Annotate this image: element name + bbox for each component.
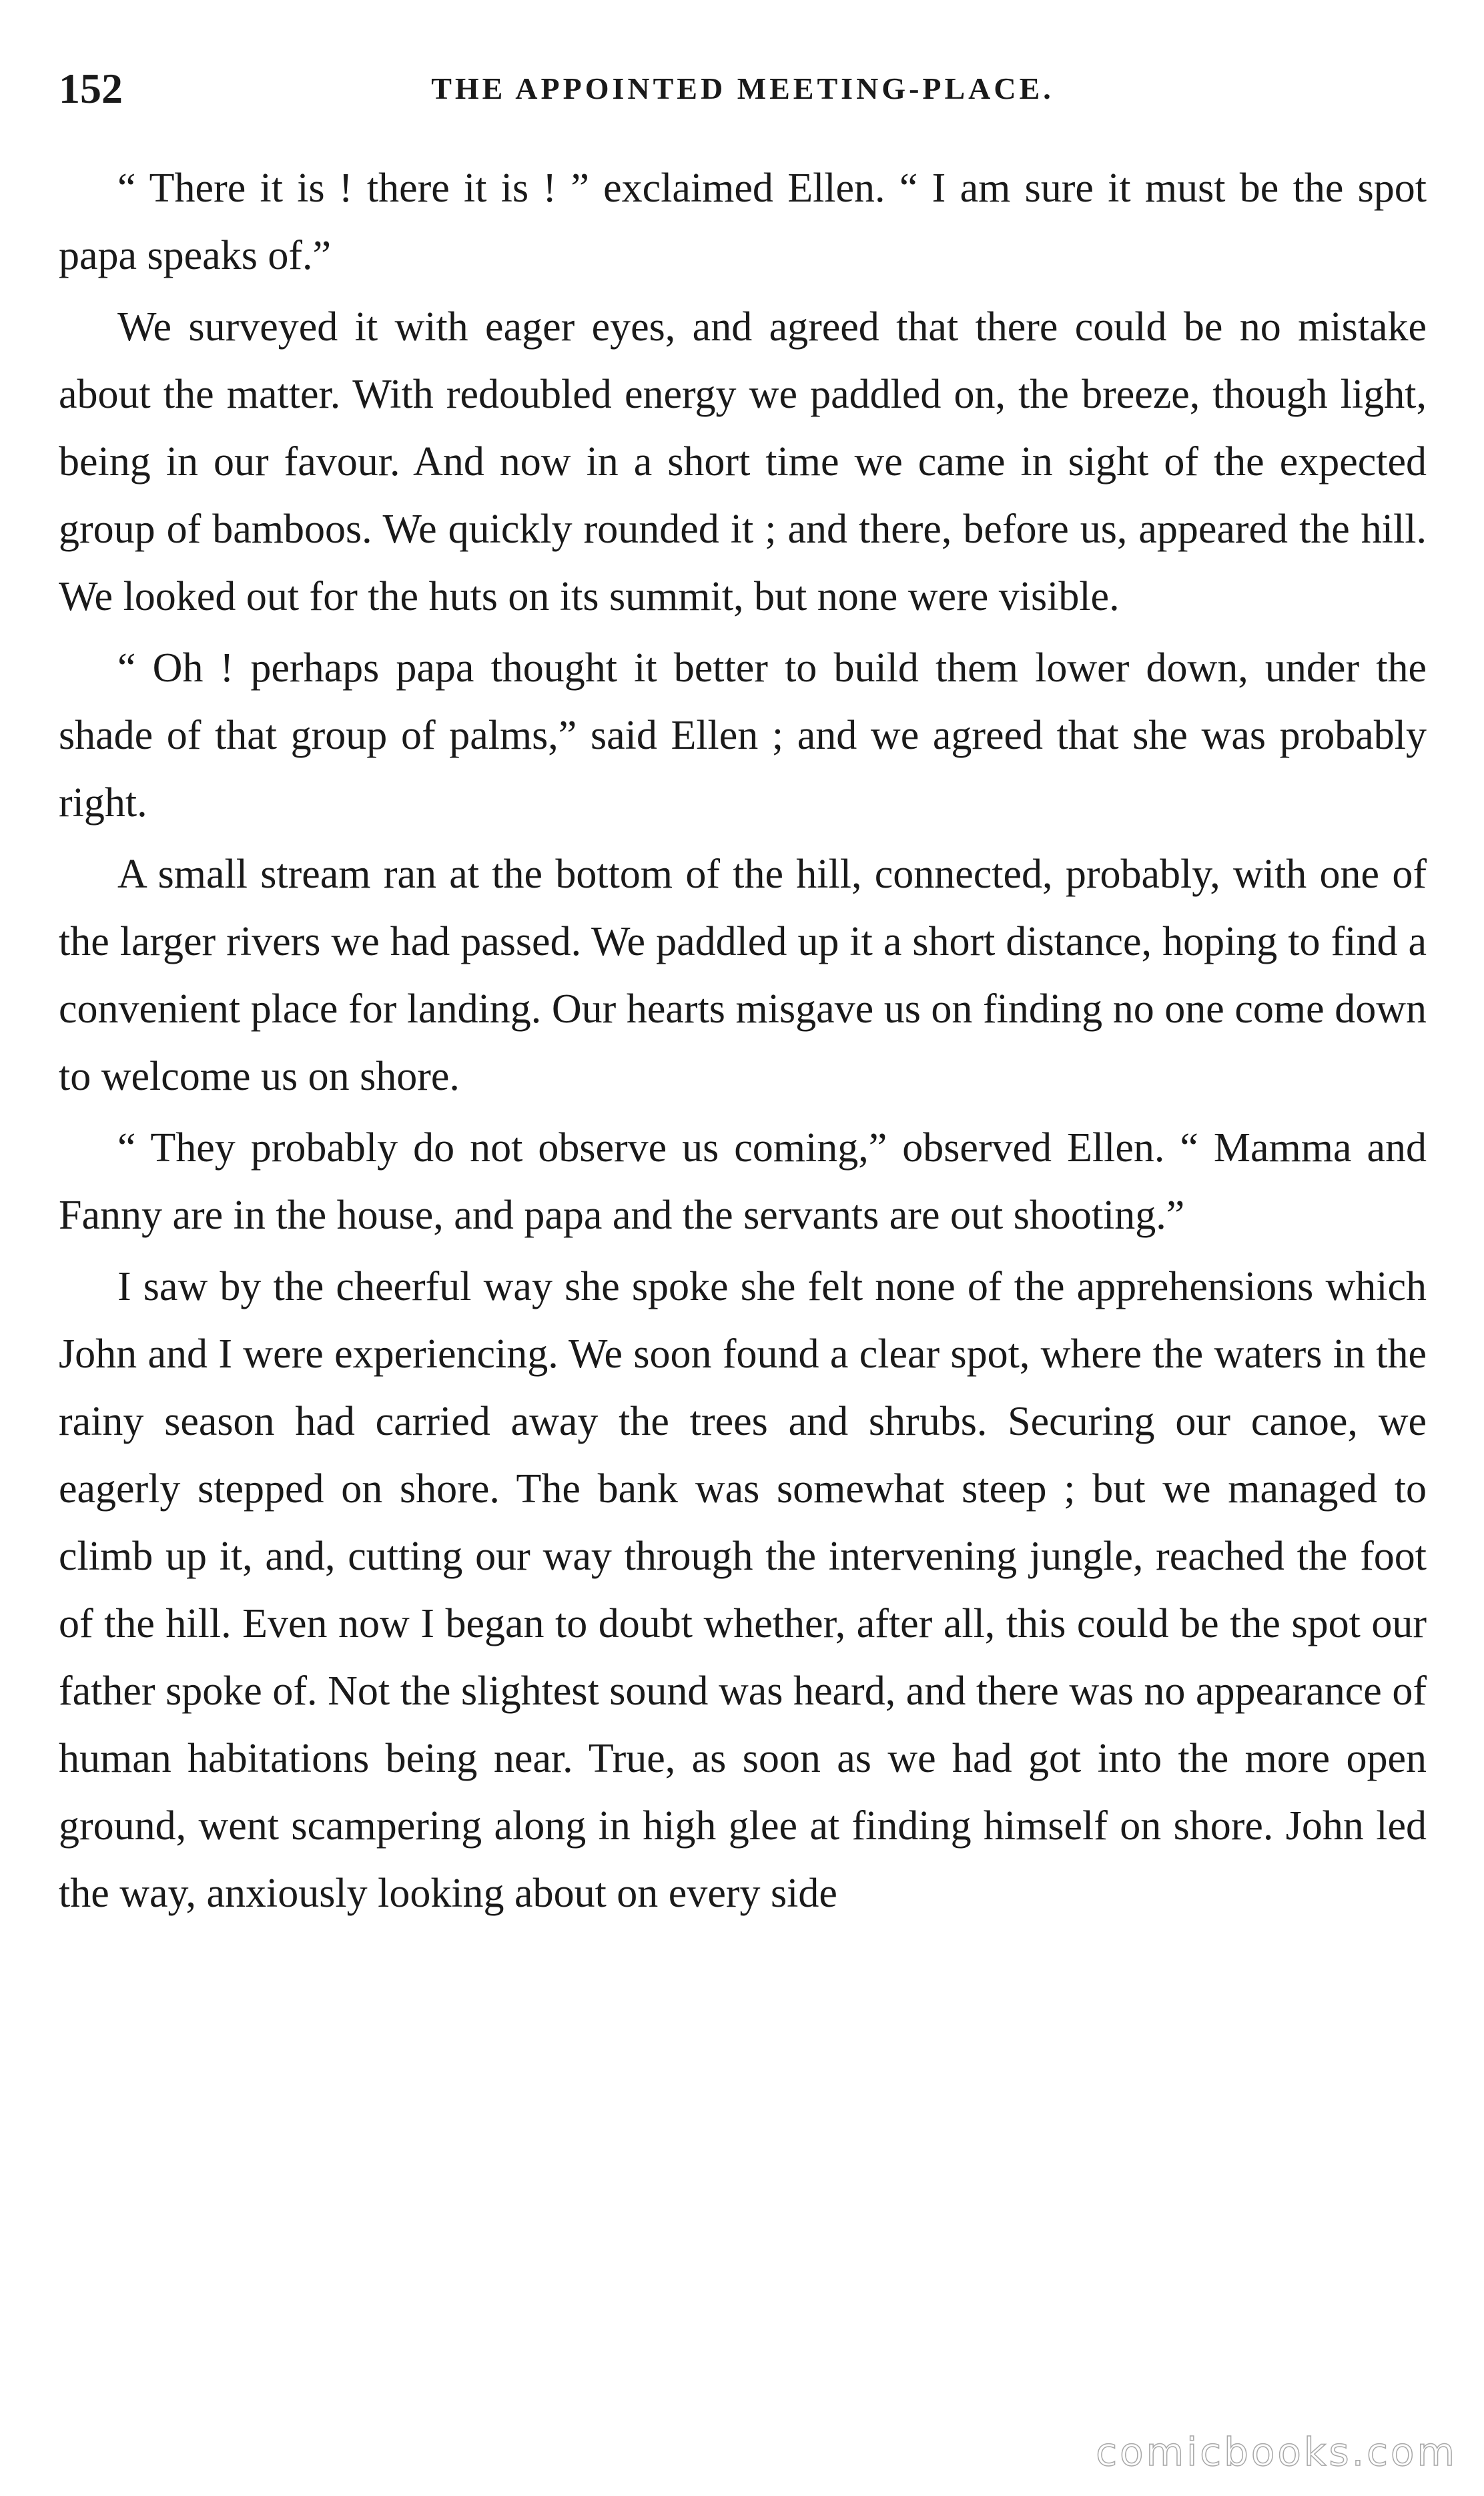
body-text (59, 155, 1427, 2371)
running-title: THE APPOINTED MEETING-PLACE. (431, 71, 1054, 105)
page-header (59, 59, 1427, 119)
page-number: 152 (59, 65, 123, 112)
watermark: comicbooks.com (1096, 2429, 1457, 2475)
paragraph: A small stream ran at the bottom of the hill, connected, probably, with one of the larger rivers we had passed. We paddled up it a short distance, hoping to find a convenient place for landing. Our hearts misgave us on finding no one come down to welcome us on shore. (59, 852, 1427, 1099)
paragraph: I saw by the cheerful way she spoke she felt none of the apprehensions which John and I were experiencing. We soon found a clear spot, where the waters in the rainy season had carried away the trees and shrubs. Securing our canoe, we eagerly stepped on shore. The bank was somewhat steep ; but we managed to climb up it, and, cutting our way through the intervening jungle, reached the foot of the hill. Even now I began to doubt whether, after all, this could be the spot our father spoke of. Not the slightest sound was heard, and there was no appearance of human habitations being near. True, as soon as we had got into the more open ground, went scampering along in high glee at finding himself on shore. John led the way, anxiously looking about on every side (59, 1264, 1427, 1916)
paragraph: “ Oh ! perhaps papa thought it better to build them lower down, under the shade of that group of palms,” said Ellen ; and we agreed that she was probably right. (59, 645, 1427, 826)
paragraph: “ They probably do not observe us coming,” observed Ellen. “ Mamma and Fanny are in the house, and papa and the servants are out shooting.” (59, 1125, 1427, 1238)
paragraph: We surveyed it with eager eyes, and agreed that there could be no mistake about the matter. With redoubled energy we paddled on, the breeze, though light, being in our favour. And now in a short time we came in sight of the expected group of bamboos. We quickly rounded it ; and there, before us, appeared the hill. We looked out for the huts on its summit, but none were visible. (59, 304, 1427, 619)
paragraph: “ There it is ! there it is ! ” exclaimed Ellen. “ I am sure it must be the spot papa speaks of.” (59, 166, 1427, 278)
